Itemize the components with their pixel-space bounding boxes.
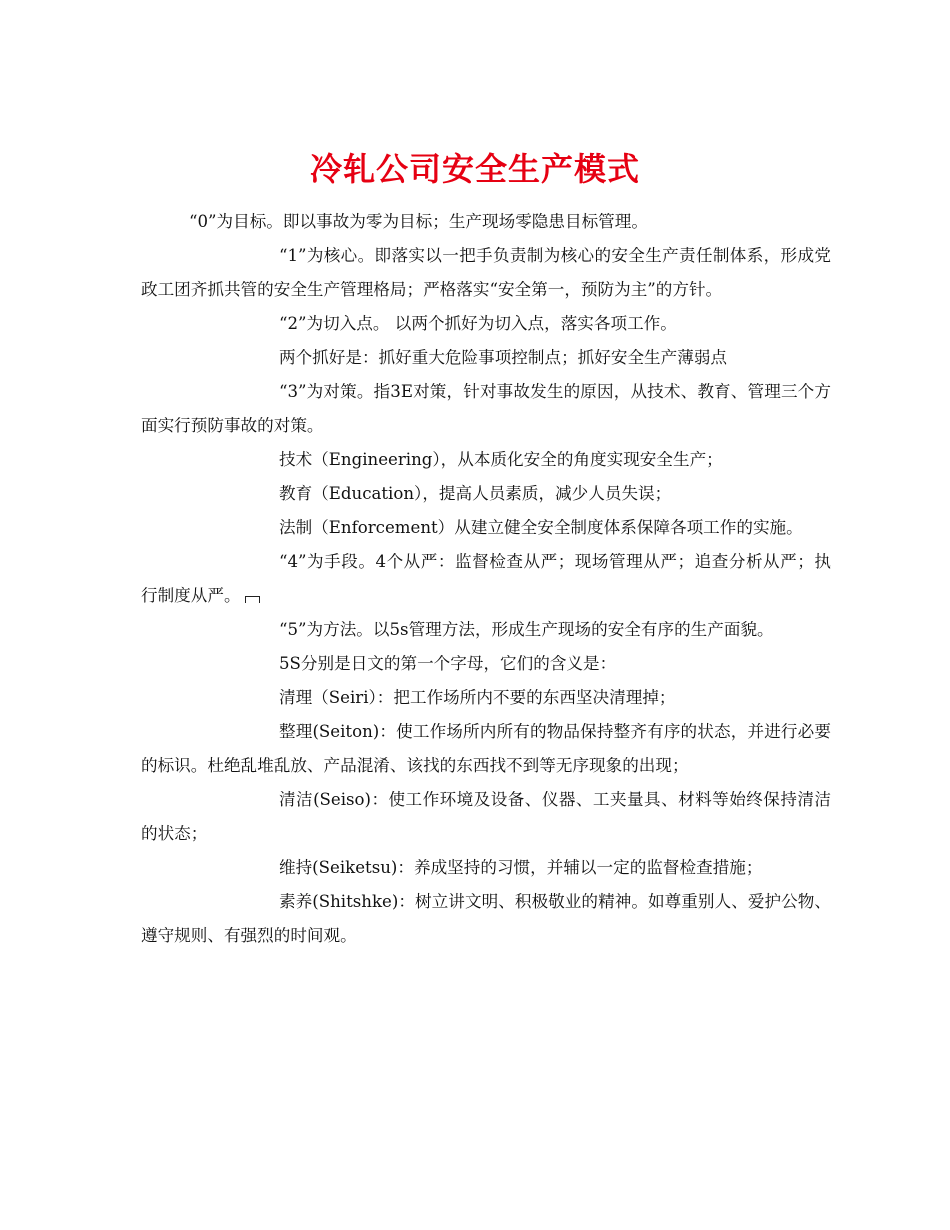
paragraph-two-focuses: 两个抓好是：抓好重大危险事项控制点；抓好安全生产薄弱点	[279, 348, 728, 367]
paragraph-5s-intro: 5S分别是日文的第一个字母，它们的含义是：	[279, 654, 617, 673]
paragraph-education: 教育（Education），提高人员素质，减少人员失误；	[279, 484, 672, 503]
paragraph-method: “5”为方法。以5s管理方法，形成生产现场的安全有序的生产面貌。	[279, 620, 774, 639]
paragraph-seiketsu: 维持(Seiketsu)：养成坚持的习惯，并辅以一定的监督检查措施；	[279, 858, 763, 877]
paragraph-shitsuke: 素养(Shitshke)：树立讲文明、积极敬业的精神。如尊重别人、爱护公物、遵守规则、有强烈的时间观。	[141, 892, 831, 945]
paragraph-seiri: 清理（Seiri）：把工作场所内不要的东西坚决清理掉；	[279, 688, 676, 707]
paragraph-means-text: “4”为手段。4个从严：监督检查从严；现场管理从严；追查分析从严；执行制度从严。	[141, 552, 831, 605]
paragraph-seiton: 整理(Seiton)：使工作场所内所有的物品保持整齐有序的状态，并进行必要的标识。杜绝乱堆乱放、产品混淆、该找的东西找不到等无序现象的出现；	[141, 722, 831, 775]
paragraph-goal: “0”为目标。即以事故为零为目标；生产现场零隐患目标管理。	[189, 212, 648, 231]
document-body	[141, 205, 831, 953]
paragraph-means	[141, 545, 831, 613]
paragraph-enforcement: 法制（Enforcement）从建立健全安全制度体系保障各项工作的实施。	[279, 518, 803, 537]
paragraph-core: “1”为核心。即落实以一把手负责制为核心的安全生产责任制体系，形成党政工团齐抓共管的安全生产管理格局；严格落实“安全第一，预防为主”的方针。	[141, 246, 831, 299]
document-title: 冷轧公司安全生产模式	[309, 150, 640, 189]
paragraph-engineering: 技术（Engineering），从本质化安全的角度实现安全生产；	[279, 450, 723, 469]
paragraph-countermeasures: “3”为对策。指3E对策，针对事故发生的原因，从技术、教育、管理三个方面实行预防事故的对策。	[141, 382, 831, 435]
paragraph-seiso: 清洁(Seiso)：使工作环境及设备、仪器、工夹量具、材料等始终保持清洁的状态；	[141, 790, 831, 843]
paragraph-entry-point: “2”为切入点。 以两个抓好为切入点，落实各项工作。	[279, 314, 677, 333]
bracket-mark-icon	[245, 596, 260, 603]
